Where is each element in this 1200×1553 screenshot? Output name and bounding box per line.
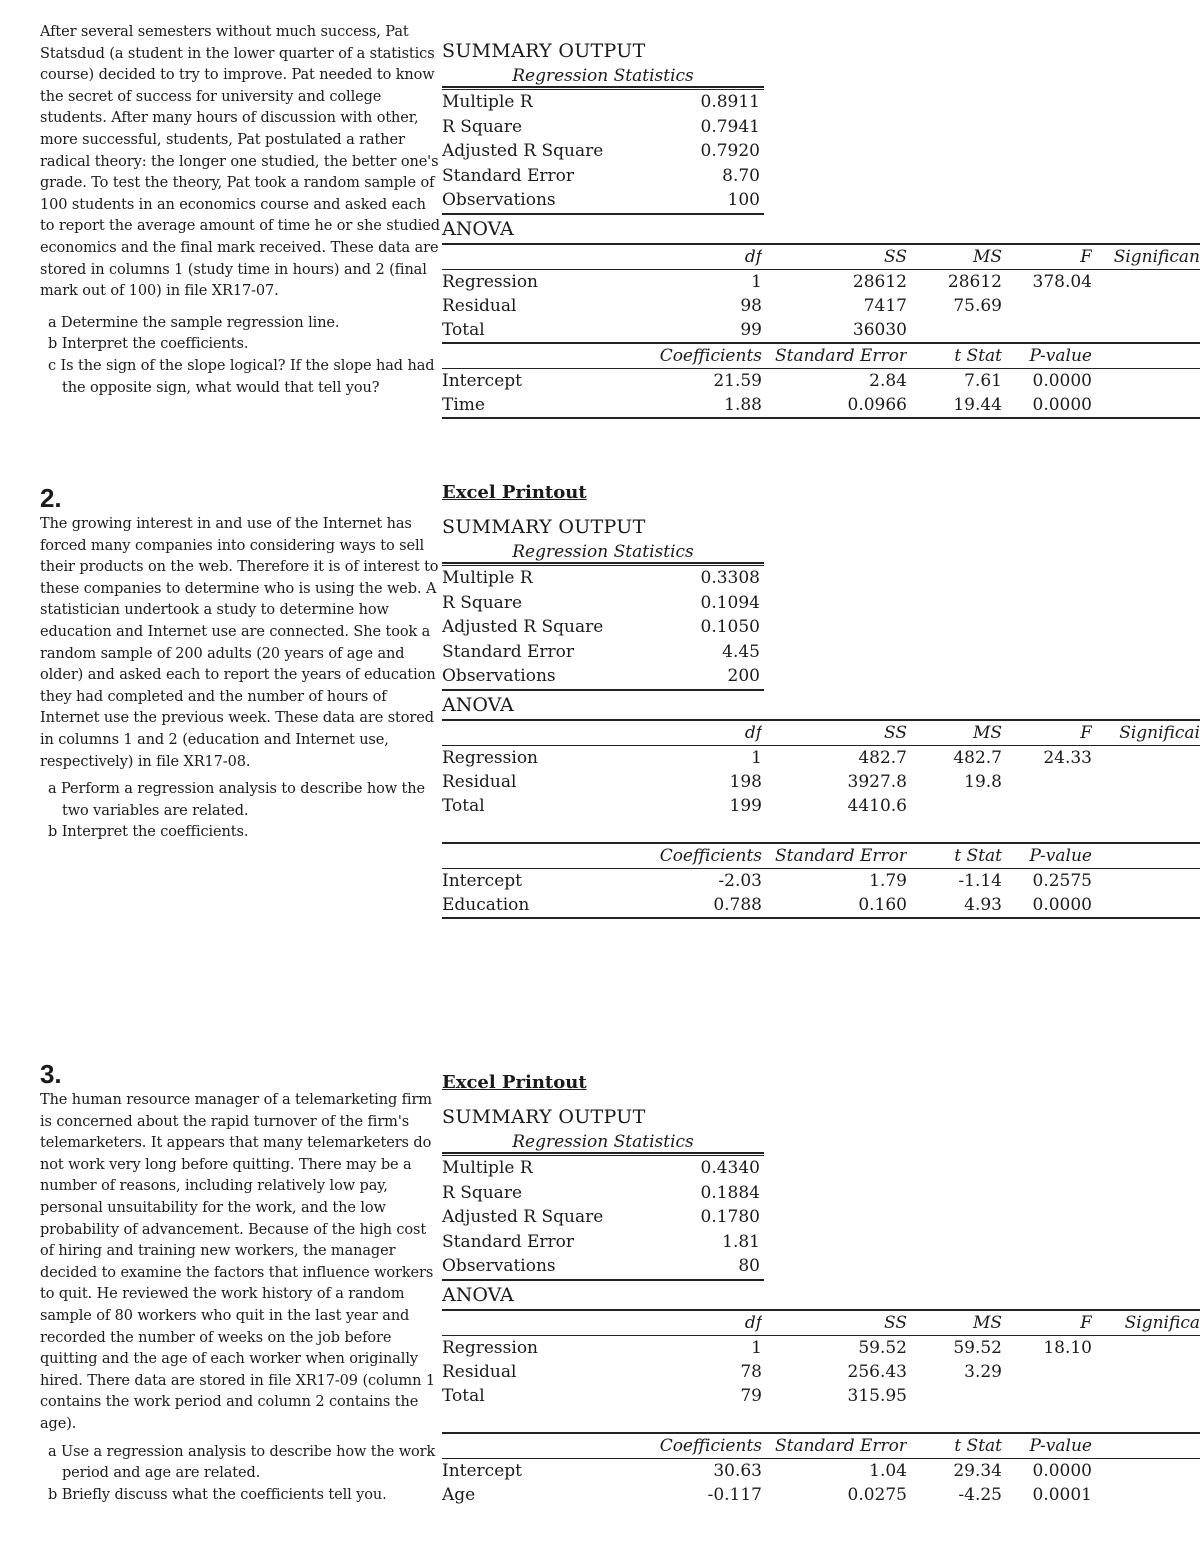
anova-cell: 98: [740, 295, 762, 316]
anova-cell: 24.33: [1043, 747, 1092, 768]
anova-cell: Total: [442, 795, 485, 816]
coefficient-row: [442, 868, 1200, 893]
regression-statistics-caption: Regression Statistics: [512, 1132, 694, 1152]
anova-row: [442, 1335, 1200, 1360]
problem-1-parts: [40, 313, 440, 399]
stat-value: 0.1884: [700, 1182, 760, 1203]
coef-cell: [1092, 368, 1200, 393]
stat-value: 0.1094: [700, 592, 760, 613]
coef-header: [1092, 343, 1200, 369]
coef-cell: 0.0966: [762, 393, 907, 418]
anova-label: ANOVA: [442, 1283, 514, 1306]
anova-cell: 28612: [852, 271, 907, 292]
stat-label: Observations: [442, 190, 556, 210]
coef-cell: [1092, 393, 1200, 418]
printout-1: [442, 40, 1200, 419]
problem-1-part-a: a Determine the sample regression line.: [48, 314, 340, 331]
anova-row: [442, 1360, 1200, 1384]
anova-cell: Total: [442, 319, 485, 340]
stat-row: [442, 566, 764, 591]
coef-cell: Age: [442, 1484, 476, 1505]
coefficient-row: [442, 393, 1200, 418]
coef-header: [1092, 843, 1200, 869]
stat-row: [442, 1254, 764, 1280]
stat-value: 0.1780: [700, 1207, 760, 1227]
anova-cell: 36030: [852, 319, 907, 340]
regression-statistics-table: [442, 64, 764, 215]
anova-header-row: [442, 244, 1200, 270]
coef-cell: 0.160: [762, 893, 907, 918]
anova-header: MS: [907, 1310, 1002, 1336]
anova-cell: 198: [729, 771, 762, 792]
problem-3-number: 3.: [40, 1059, 62, 1089]
anova-header: [442, 244, 582, 270]
anova-cell: 199: [729, 795, 762, 816]
stat-label: R Square: [442, 592, 523, 613]
stat-label: R Square: [442, 116, 523, 137]
anova-cell: 7417: [863, 295, 907, 316]
anova-cell: 482.7: [858, 747, 907, 768]
coef-header: P-value: [1002, 343, 1092, 369]
anova-cell: [1092, 745, 1200, 770]
stat-value: 0.1050: [700, 617, 760, 637]
anova-header: df: [582, 244, 762, 270]
coef-header: t Stat: [907, 1433, 1002, 1459]
coef-cell: -2.03: [718, 870, 762, 891]
anova-table: [442, 243, 1200, 419]
coef-cell: [1092, 893, 1200, 918]
coef-cell: 0.0000: [1032, 1460, 1092, 1481]
coef-cell: 0.2575: [1032, 870, 1092, 891]
anova-cell: [1092, 1384, 1200, 1408]
stat-row: [442, 640, 764, 665]
stat-label: R Square: [442, 1182, 523, 1203]
anova-cell: Regression: [442, 271, 538, 292]
table-spacer: [442, 1408, 1200, 1433]
anova-cell: [907, 794, 1002, 818]
coef-header: Standard Error: [762, 1433, 907, 1459]
coef-cell: 4.93: [907, 893, 1002, 918]
anova-header: MS: [907, 720, 1002, 746]
coef-cell: 0.0001: [1032, 1484, 1092, 1505]
anova-cell: [1002, 794, 1092, 818]
regression-statistics-table: [442, 1130, 764, 1281]
anova-header: SS: [762, 244, 907, 270]
anova-cell: 99: [740, 319, 762, 340]
coef-cell: 30.63: [713, 1460, 762, 1481]
anova-cell: [1002, 770, 1092, 794]
anova-cell: 482.7: [953, 747, 1002, 768]
anova-cell: [1002, 1360, 1092, 1384]
problem-2-part-a: a Perform a regression analysis to describe how the two variables are related.: [48, 781, 425, 819]
stat-value: 0.8911: [700, 92, 760, 112]
anova-header: Significai: [1092, 720, 1200, 746]
stat-value: 200: [727, 666, 760, 686]
problem-2-part-b: b Interpret the coefficients.: [48, 824, 249, 841]
anova-header: F: [1002, 1310, 1092, 1336]
stat-label: Adjusted R Square: [442, 1207, 604, 1227]
printout-3: [442, 1072, 1200, 1507]
anova-header: Significa: [1092, 1310, 1200, 1336]
stat-row: [442, 1205, 764, 1230]
problem-1: [40, 22, 440, 399]
stat-label: Multiple R: [442, 568, 533, 588]
stat-label: Observations: [442, 666, 556, 686]
coef-cell: 29.34: [953, 1460, 1002, 1481]
anova-cell: [907, 1384, 1002, 1408]
anova-header-row: [442, 1310, 1200, 1336]
coef-header: Coefficients: [582, 1433, 762, 1459]
coef-cell: 2.84: [869, 370, 907, 391]
anova-cell: [1092, 269, 1200, 294]
excel-printout-title: Excel Printout: [442, 482, 587, 503]
anova-header: SS: [762, 1310, 907, 1336]
coef-header: [1092, 1433, 1200, 1459]
stat-row: [442, 115, 764, 140]
anova-header-row: [442, 720, 1200, 746]
coefficient-row: [442, 368, 1200, 393]
stat-row: [442, 1181, 764, 1206]
anova-cell: 79: [740, 1385, 762, 1406]
anova-cell: 1: [751, 1337, 762, 1358]
stat-row: [442, 1230, 764, 1255]
anova-header: MS: [907, 244, 1002, 270]
anova-cell: [1092, 1335, 1200, 1360]
anova-cell: 19.8: [964, 771, 1002, 792]
coef-cell: 0.0000: [1002, 393, 1092, 418]
coef-cell: 21.59: [713, 370, 762, 391]
coef-cell: Education: [442, 893, 582, 918]
anova-table: [442, 719, 1200, 919]
problem-1-part-c: c Is the sign of the slope logical? If the slope had had the opposite sign, what would that tell you?: [48, 357, 435, 396]
coef-header: Standard Error: [762, 343, 907, 369]
anova-cell: 18.10: [1043, 1337, 1092, 1358]
stat-value: 100: [727, 190, 760, 210]
anova-cell: 78: [740, 1361, 762, 1382]
anova-cell: 1: [751, 747, 762, 768]
coef-cell: Intercept: [442, 870, 522, 891]
anova-cell: 315.95: [847, 1385, 907, 1406]
coef-header: [442, 1433, 582, 1459]
anova-label: ANOVA: [442, 217, 514, 240]
stat-label: Multiple R: [442, 1158, 533, 1178]
stat-label: Adjusted R Square: [442, 617, 604, 637]
coefficient-row: [442, 893, 1200, 918]
problem-3-text: The human resource manager of a telemarketing firm is concerned about the rapid turnover of the firm's telemarketers. It appears that many telemarketers do not work very long before quitting. There may be a number of reasons, including relatively low pay, personal unsuitability for the work, and the low probability of advancement. Because of the high cost of hiring and training new workers, the manager decided to examine the factors that influence workers to quit. He reviewed the work history of a random sample of 80 workers who quit in the last year and recorded the number of weeks on the job before quitting and the age of each worker when originally hired. There data are stored in file XR17-09 (column 1 contains the work period and column 2 contains the age).: [40, 1092, 435, 1432]
coef-cell: Time: [442, 393, 582, 418]
anova-cell: 59.52: [858, 1337, 907, 1358]
anova-cell: [1092, 294, 1200, 318]
regression-statistics-caption: Regression Statistics: [512, 66, 694, 86]
coef-header: Coefficients: [582, 343, 762, 369]
anova-label: ANOVA: [442, 693, 514, 716]
problem-3: [40, 1060, 440, 1506]
stat-value: 0.4340: [700, 1158, 760, 1178]
problem-3-part-a: a Use a regression analysis to describe how the work period and age are related.: [48, 1443, 436, 1482]
stat-row: [442, 164, 764, 189]
stat-row: [442, 139, 764, 164]
anova-row: [442, 745, 1200, 770]
coef-cell: 19.44: [907, 393, 1002, 418]
excel-printout-title: Excel Printout: [442, 1072, 587, 1093]
anova-cell: 59.52: [953, 1337, 1002, 1358]
anova-cell: [1092, 770, 1200, 794]
problem-1-part-b: b Interpret the coefficients.: [48, 336, 249, 353]
problem-2: [40, 484, 440, 844]
coef-cell: 1.04: [869, 1460, 907, 1481]
anova-cell: [1002, 294, 1092, 318]
anova-row: [442, 794, 1200, 818]
anova-cell: Residual: [442, 771, 517, 792]
anova-cell: [1092, 794, 1200, 818]
stat-label: Observations: [442, 1256, 556, 1276]
anova-cell: 75.69: [953, 295, 1002, 316]
problem-2-parts: [40, 779, 440, 844]
problem-3-parts: [40, 1442, 440, 1507]
anova-header: df: [582, 1310, 762, 1336]
stat-value: 4.45: [722, 641, 760, 662]
anova-cell: 256.43: [847, 1361, 907, 1382]
anova-header: df: [582, 720, 762, 746]
stat-value: 80: [738, 1256, 760, 1276]
problem-2-number: 2.: [40, 483, 62, 513]
anova-row: [442, 770, 1200, 794]
anova-cell: Total: [442, 1385, 485, 1406]
summary-output-title: SUMMARY OUTPUT: [442, 1106, 646, 1128]
anova-cell: Regression: [442, 747, 538, 768]
anova-cell: 28612: [947, 271, 1002, 292]
anova-cell: 3927.8: [847, 771, 907, 792]
anova-row: [442, 269, 1200, 294]
problem-2-text: The growing interest in and use of the Internet has forced many companies into considering ways to sell their products on the web. Therefore it is of interest to these companies to determine who is using the web. A statistician undertook a study to determine how education and Internet use are connected. She took a random sample of 200 adults (20 years of age and older) and asked each to report the years of education they had completed and the number of hours of Internet use the previous week. These data are stored in columns 1 and 2 (education and Internet use, respectively) in file XR17-08.: [40, 516, 439, 770]
coef-header: P-value: [1002, 1433, 1092, 1459]
stat-label: Standard Error: [442, 641, 575, 662]
coef-header: [442, 843, 582, 869]
stat-label: Multiple R: [442, 92, 533, 112]
coefficients-header-row: [442, 1433, 1200, 1459]
coef-cell: 0.788: [582, 893, 762, 918]
stat-value: 0.3308: [700, 568, 760, 588]
coef-cell: 7.61: [964, 370, 1002, 391]
coef-cell: 1.79: [869, 870, 907, 891]
anova-cell: [907, 318, 1002, 343]
problem-3-part-b: b Briefly discuss what the coefficients tell you.: [48, 1486, 387, 1503]
coef-cell: [1092, 1458, 1200, 1483]
anova-row: [442, 1384, 1200, 1408]
coefficients-header-row: [442, 343, 1200, 369]
coef-cell: -0.117: [707, 1484, 762, 1505]
stat-label: Standard Error: [442, 165, 575, 186]
regression-statistics-caption: Regression Statistics: [512, 542, 694, 562]
coef-cell: [1092, 1483, 1200, 1507]
coef-header: [442, 343, 582, 369]
coefficient-row: [442, 1458, 1200, 1483]
anova-header: F: [1002, 720, 1092, 746]
stat-value: 0.7920: [700, 141, 760, 161]
coef-header: t Stat: [907, 843, 1002, 869]
stat-row: [442, 1156, 764, 1181]
coef-cell: 0.0000: [1032, 370, 1092, 391]
anova-header: [442, 1310, 582, 1336]
anova-cell: [1092, 1360, 1200, 1384]
problem-1-text: After several semesters without much success, Pat Statsdud (a student in the lower quarter of a statistics course) decided to try to improve. Pat needed to know the secret of success for university and college students. After many hours of discussion with other, more successful, students, Pat postulated a rather radical theory: the longer one studied, the better one's grade. To test the theory, Pat took a random sample of 100 students in an economics course and asked each to report the average amount of time he or she studied economics and the final mark received. These data are stored in columns 1 (study time in hours) and 2 (final mark out of 100) in file XR17-07.: [40, 24, 440, 300]
stat-label: Adjusted R Square: [442, 141, 604, 161]
summary-output-title: SUMMARY OUTPUT: [442, 516, 646, 538]
coefficient-row: [442, 1483, 1200, 1507]
stat-row: [442, 664, 764, 690]
stat-row: [442, 615, 764, 640]
regression-statistics-table: [442, 540, 764, 691]
anova-table: [442, 1309, 1200, 1507]
anova-cell: 4410.6: [847, 795, 907, 816]
coef-header: Coefficients: [582, 843, 762, 869]
coef-header: Standard Error: [762, 843, 907, 869]
anova-row: [442, 294, 1200, 318]
anova-cell: Regression: [442, 1337, 538, 1358]
summary-output-title: SUMMARY OUTPUT: [442, 40, 646, 62]
stat-row: [442, 591, 764, 616]
coef-header: t Stat: [907, 343, 1002, 369]
stat-label: Standard Error: [442, 1231, 575, 1252]
anova-header: SS: [762, 720, 907, 746]
anova-header: Significan: [1092, 244, 1200, 270]
anova-cell: [1002, 318, 1092, 343]
coef-cell: 0.0275: [847, 1484, 907, 1505]
coefficients-header-row: [442, 843, 1200, 869]
anova-row: [442, 318, 1200, 343]
stat-row: [442, 90, 764, 115]
anova-cell: 3.29: [964, 1361, 1002, 1382]
stat-value: 1.81: [722, 1231, 760, 1252]
coef-cell: -1.14: [958, 870, 1002, 891]
coef-cell: Intercept: [442, 370, 522, 391]
anova-cell: Residual: [442, 295, 517, 316]
coef-cell: 1.88: [582, 393, 762, 418]
stat-value: 8.70: [722, 165, 760, 186]
stat-row: [442, 188, 764, 214]
coef-cell: [1092, 868, 1200, 893]
anova-cell: Residual: [442, 1361, 517, 1382]
anova-cell: 1: [751, 271, 762, 292]
printout-2: [442, 482, 1200, 919]
anova-cell: 378.04: [1032, 271, 1092, 292]
coef-cell: Intercept: [442, 1460, 522, 1481]
coef-header: P-value: [1002, 843, 1092, 869]
coef-cell: -4.25: [958, 1484, 1002, 1505]
stat-value: 0.7941: [700, 116, 760, 137]
coef-cell: 0.0000: [1002, 893, 1092, 918]
anova-cell: [1002, 1384, 1092, 1408]
anova-header: [442, 720, 582, 746]
anova-cell: [1092, 318, 1200, 343]
anova-header: F: [1002, 244, 1092, 270]
table-spacer: [442, 818, 1200, 843]
